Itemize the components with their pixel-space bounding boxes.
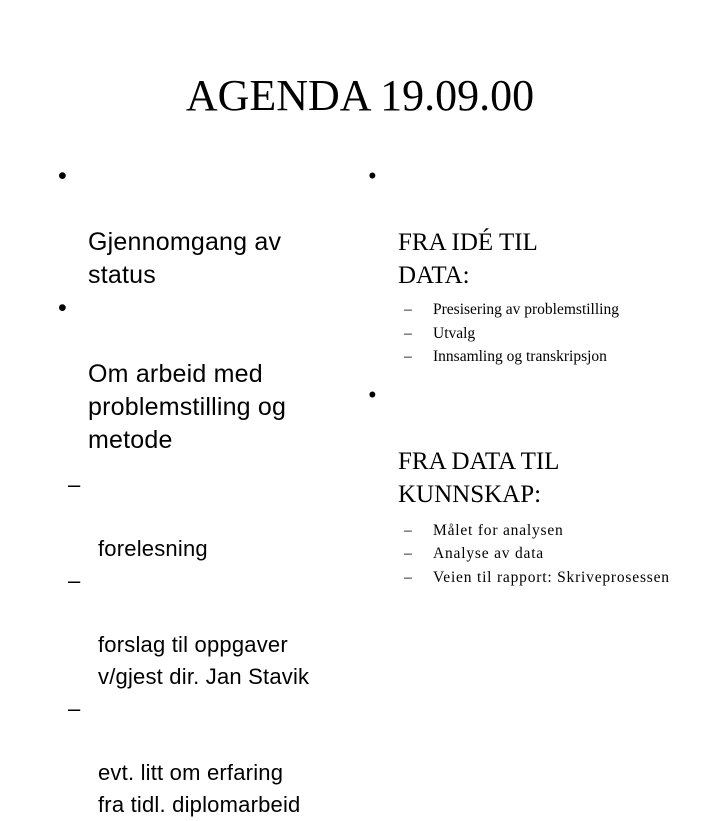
dash-icon: – [68,472,81,497]
sub-bullet-text: forslag til oppgaver v/gjest dir. Jan Stavik [98,632,310,689]
sub-bullet-text: Målet for analysen [433,521,564,539]
bullet-icon: • [58,294,67,322]
bullet-text: Gjennomgang av status [88,228,282,289]
sub-bullet-item [366,298,686,322]
slide-title: AGENDA 19.09.00 [185,71,535,120]
dash-icon: – [68,568,81,593]
bullet-text: Om arbeid med problemstilling og metode [88,360,287,454]
dash-icon: – [404,545,413,562]
sub-bullet-text: Presisering av problemstilling [433,301,619,318]
section-heading [366,379,686,511]
left-column [56,160,356,821]
sub-bullet-text: evt. litt om erfaring fra tidl. diplomarbeid [98,760,301,817]
sub-bullet-text: Innsamling og transkripsjon [433,348,607,365]
bullet-icon: • [368,381,377,409]
bullet-icon: • [368,163,377,190]
dash-icon: – [68,696,81,721]
sub-bullet-item [56,469,356,565]
section-heading [366,160,686,292]
dash-icon: – [404,521,413,539]
sub-bullet-text: Analyse av data [433,545,544,562]
dash-icon: – [404,324,412,342]
sub-bullet-text: Utvalg [433,324,476,342]
sub-bullet-item [56,693,356,821]
sub-bullet-item [56,565,356,693]
dash-icon: – [404,568,413,586]
sub-bullet-item [366,322,686,346]
right-column [366,160,686,589]
sub-bullet-item [366,345,686,369]
sub-bullet-item [366,542,686,566]
dash-icon: – [404,301,412,318]
sub-bullet-item [366,519,686,543]
sub-bullet-item [366,566,686,590]
sub-bullet-text: forelesning [98,536,208,561]
section-heading-text: FRA IDÉ TIL DATA: [398,229,538,289]
section-heading-text: FRA DATA TIL KUNNSKAP: [398,447,560,508]
sub-bullet-text: Veien til rapport: Skriveprosessen [433,568,670,586]
bullet-item [56,292,356,457]
bullet-icon: • [58,162,67,190]
bullet-item [56,160,356,292]
dash-icon: – [404,348,412,365]
